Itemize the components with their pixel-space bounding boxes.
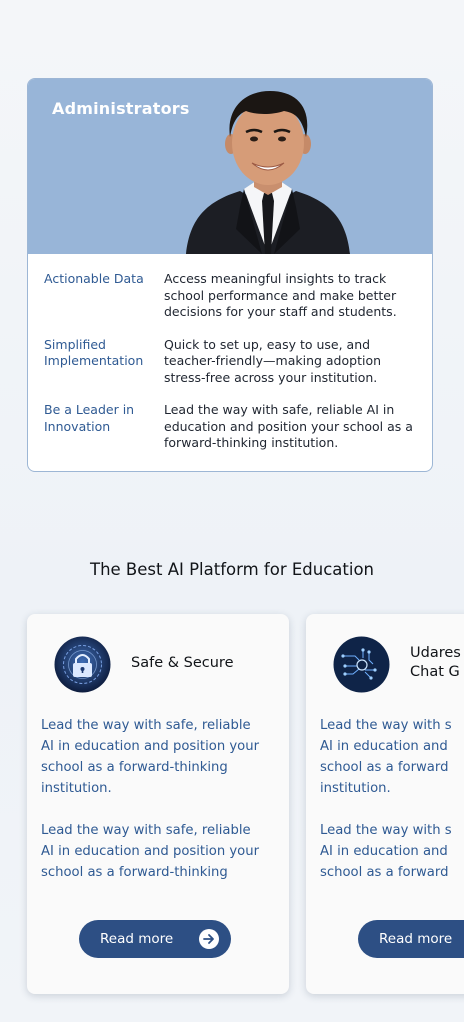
feature-card-udares-chat: [306, 614, 464, 994]
section-title: The Best AI Platform for Education: [89, 560, 375, 579]
read-more-button[interactable]: [79, 920, 231, 958]
benefit-description: Access meaningful insights to track school performance and make better decisions for your staff and students.: [164, 271, 397, 319]
ai-circuit-icon: [333, 636, 390, 693]
benefit-description: Quick to set up, easy to use, and teacher-friendly—making adoption stress-free across your institution.: [164, 336, 382, 385]
read-more-label: Read more: [379, 931, 453, 947]
administrators-hero: [28, 79, 432, 254]
arrow-right-icon: [199, 929, 219, 949]
feature-name: Udares Chat G: [410, 645, 461, 680]
benefit-term: Actionable Data: [44, 271, 144, 286]
benefit-row: [44, 402, 416, 452]
feature-card-safe-secure: [27, 614, 289, 994]
feature-name: Safe & Secure: [131, 655, 234, 671]
benefit-term: Be a Leader in Innovation: [44, 402, 135, 434]
administrators-card: [27, 78, 433, 472]
read-more-button[interactable]: [358, 920, 464, 958]
feature-description: Lead the way with safe, reliable AI in education and position your school as a forward-thinking institution. Lead the way with safe, reliable AI in education and position your school as a forward-thinking: [41, 718, 260, 880]
lock-shield-icon: [54, 636, 111, 693]
read-more-label: Read more: [100, 931, 174, 947]
administrator-photo: [178, 89, 358, 254]
administrators-benefits: [28, 254, 432, 452]
benefit-description: Lead the way with safe, reliable AI in education and position your school as a forward-thinking institution.: [164, 402, 413, 450]
administrators-title: Administrators: [52, 99, 190, 118]
benefit-row: [44, 337, 416, 387]
benefit-term: Simplified Implementation: [44, 336, 144, 368]
benefit-row: [44, 271, 416, 321]
feature-description: Lead the way with s AI in education and school as a forward institution. Lead the way with s AI in education and school as a forward: [320, 718, 452, 880]
